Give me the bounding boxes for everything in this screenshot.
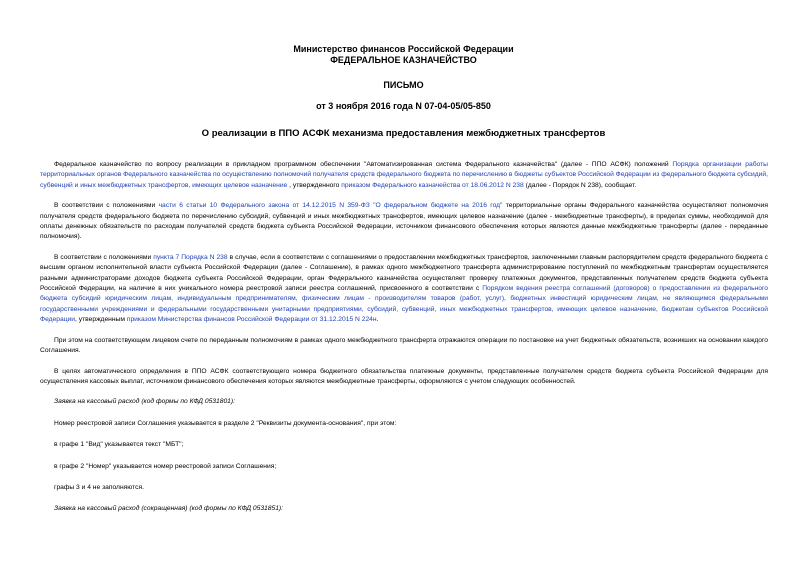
link-poryadok-reestra[interactable]: Порядком ведения реестра соглашений (договоров) о предоставлении из федерального бюджета субсидий юридическим лицам, индивидуальным предпринимателям, физическим лицам - производителям товаров (работ, услуг), бюджетных инвестиций юридическим лицам, не являющимся федеральными государственными учреждениями и федеральными государственными унитарными предприятиями, субсидий, субвенций, иных межбюджетных трансфертов, имеющих целевое назначение, бюджетам субъектов Российской Федерации [40,285,768,324]
paragraph-4: При этом на соответствующем лицевом счете по переданным полномочиям в рамках одного межбюджетного трансферта отражаются операции по постановке на учет бюджетных обязательств, возникших на основании каждого Соглашения. [40,336,768,355]
link-punkt-7[interactable]: пункта 7 Порядка N 238 [153,253,228,261]
paragraph-3 [40,253,768,326]
link-prikaz-minfin-224n[interactable]: приказом Министерства финансов Российской Федерации от 31.12.2015 N 224н [126,316,377,324]
paragraph-2 [40,201,768,243]
text: , утвержденного [287,181,342,189]
text: в случае, если в соответствии с соглашениями о предоставлении межбюджетных трансфертов, заключенными главным распорядителем средств федерального бюджета с высшим органом исполнительной власти субъекта Российской Федерации (далее - Соглашение), в рамках одного межбюджетного трансферта администрирование поступлений по межбюджетным трансфертам осуществляется разными администраторами доходов бюджета субъекта Российской Федерации, орган Федерального казначейства осуществляет проверку платежных документов, представленных получателем средств бюджета субъекта Российской Федерации, на наличие в них уникального номера реестровой записи реестра соглашений, присвоенного в соответствии с [40,253,768,293]
paragraph-10: графы 3 и 4 не заполняются. [54,483,144,491]
paragraph-5: В целях автоматического определения в ППО АСФК соответствующего номера бюджетного обязательства платежные документы, представленные получателем средств бюджета субъекта Российской Федерации для осуществления кассовых выплат, источником финансового обеспечения которых являются межбюджетные трансферты, оформляются с учетом следующих особенностей. [40,367,768,385]
paragraph-6: Заявка на кассовый расход (код формы по КФД 0531801): [54,398,235,406]
text: В соответствии с положениями [54,202,159,210]
text: В соответствии с положениями [54,253,154,261]
text: (далее - Порядок N 238), сообщает. [523,181,637,189]
document-type: ПИСЬМО [383,80,424,90]
link-prikaz-fk-238[interactable]: приказом Федерального казначейства от 18.06.2012 N 238 [341,181,524,189]
link-poryadok-organizatsii[interactable]: Порядка организации работы территориальных органов Федерального казначейства по осуществлению полномочий получателя средств федерального бюджета по перечислению в бюджеты субъектов Российской Федерации из федерального бюджета субсидий, субвенций и иных межбюджетных трансфертов, имеющих целевое назначение [40,161,768,189]
treasury-heading: ФЕДЕРАЛЬНОЕ КАЗНАЧЕЙСТВО [330,55,477,65]
text: Федеральное казначейство по вопросу реализации в прикладном программном обеспечении "Автоматизированная система Федерального казначейства" (далее - ППО АСФК) положений [54,161,673,168]
paragraph-8: в графе 1 "Вид" указывается текст "МБТ"; [54,441,184,449]
ministry-heading: Министерство финансов Российской Федерации [293,44,514,54]
document-body [40,160,768,526]
document-date-number: от 3 ноября 2016 года N 07-04-05/05-850 [316,101,491,111]
paragraph-11: Заявка на кассовый расход (сокращенная) (код формы по КФД 0531851): [54,505,284,513]
document-subject: О реализации в ППО АСФК механизма предоставления межбюджетных трансфертов [201,128,606,139]
link-federal-law-359[interactable]: части 6 статьи 10 Федерального закона от 14.12.2015 N 359-ФЗ "О федеральном бюджете на 2016 год" [158,202,503,210]
text: , утвержденным [75,316,127,324]
paragraph-1 [40,160,768,191]
paragraph-9: в графе 2 "Номер" указывается номер реестровой записи Соглашения; [54,462,277,470]
text: территориальные органы Федерального казначейства осуществляют полномочия получателя средств федерального бюджета по перечислению субсидий, субвенций и иных межбюджетных трансфертов, имеющих целевое назначение (далее - межбюджетные трансферты), в пределах суммы, необходимой для оплаты денежных обязательств по расходам получателей средств бюджета субъекта Российской Федерации, источником финансового обеспечения которых являются данные межбюджетные трансферты (далее - переданные полномочия). [40,202,768,241]
text: . [376,316,379,324]
paragraph-7: Номер реестровой записи Соглашения указывается в разделе 2 "Реквизиты документа-основания", при этом: [54,419,397,427]
